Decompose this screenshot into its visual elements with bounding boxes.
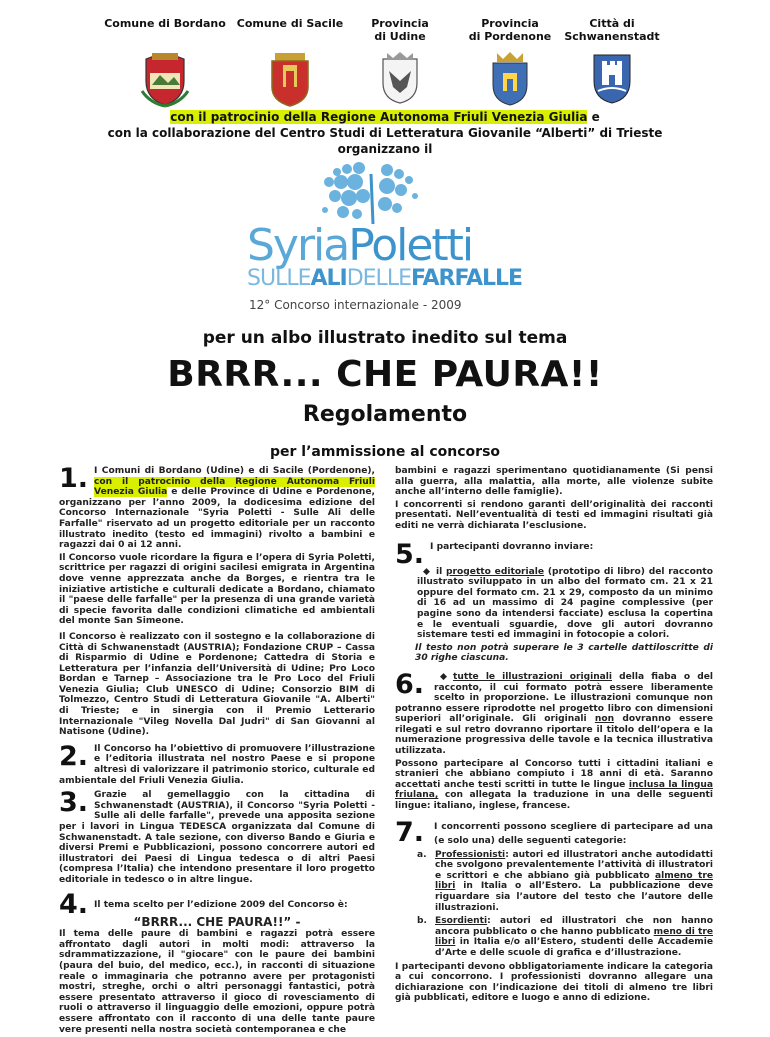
intro-line-1-tail: e [587, 110, 600, 124]
section-1-lead: I Comuni di Bordano (Udine) e di Sacile (Pordenone), [94, 466, 375, 476]
left-column [59, 463, 375, 1037]
pordenone-crest-icon [489, 51, 531, 107]
section-5-pre: il [436, 566, 447, 577]
logo-first-name: Syria [247, 220, 349, 271]
logo-sub-4: FARFALLE [410, 266, 523, 291]
intro-line-1 [0, 109, 770, 125]
theme-title: BRRR... CHE PAURA!! [167, 354, 603, 395]
regulation-title: Regolamento [302, 402, 468, 427]
section-5-note: Il testo non potrà superare le 3 cartelle dattiloscritte di 30 righe ciascuna. [415, 642, 713, 664]
category-a-title: Professionisti [435, 849, 506, 860]
diamond-bullet-icon: ◆ [440, 671, 448, 682]
category-b-text-2: in Italia e/o all’Estero, studenti delle Accademie d’Arte e delle scuole di grafica e d’illustrazione. [435, 937, 713, 958]
logo-sub-2: ALI [310, 266, 347, 291]
section-number: 2. [59, 740, 89, 772]
sacile-crest-icon [269, 51, 311, 107]
section-3 [59, 787, 375, 885]
patrons-header [100, 17, 670, 111]
section-1-p3: Il Concorso è realizzato con il sostegno e la collaborazione di Città di Schwanenstadt (AUSTRIA); Fondazione CRUP – Cassa di Risparmio di Udine e Pordenone; Cattedra di Storia e Letteratura per l’infanzia dell’Università di Udine; Pro Loco Bordan e Tarnep – Associazione tra le Pro Loco del Friuli Venezia Giulia; Club UNESCO di Udine; Consorzio BIM di Tolmezzo, Centro Studi di Letteratura Giovanile "A. Alberti" di Trieste; e in sinergia con il Premio Letterario Internazionale "Vileg Novella Dal Judri" di San Giovanni al Natisone (Udine). [59, 631, 375, 738]
section-7-end: I partecipanti devono obbligatoriamente indicare la categoria a cui concorrono. I professionisti dovranno allegare una dichiarazione con l’indicazione dei titoli di almeno tre libri già pubblicati, editore e luogo e anno di edizione. [395, 961, 713, 1004]
category-a-underlined: almeno tre libri [435, 870, 713, 892]
category-a [417, 850, 713, 914]
regulation-subtitle: per l’ammissione al concorso [269, 444, 501, 460]
section-number: 4. [59, 888, 89, 920]
patron-schwanenstadt [562, 17, 662, 108]
patron-sacile [235, 17, 345, 110]
patronage-highlight: con il patrocinio della Regione Autonoma Friuli Venezia Giulia [170, 110, 588, 124]
category-b-title: Esordienti [435, 916, 488, 927]
section-5-underlined: progetto editoriale [446, 566, 545, 577]
section-6 [395, 668, 713, 757]
section-1-text: e delle Province di Udine e Pordenone, organizzano per l’anno 2009, la dodicesima edizione del Concorso Internazionale "Syria Poletti - Sulle Ali delle Farfalle" riservato ad un progetto editoriale per un racconto illustrato inedito (testo ed immagini) rivolto a bambini e ragazzi dai 0 ai 12 anni. [59, 487, 375, 551]
section-7 [395, 816, 713, 848]
section-4-text: Il tema scelto per l’edizione 2009 del Concorso è: [94, 899, 348, 910]
right-p2: I concorrenti si rendono garanti dell’originalità dei racconti presentati. Nell’eventualità di testi ed immagini risultati già editi ne verrà dichiarata l’esclusione. [395, 499, 713, 531]
section-5 [395, 538, 713, 570]
category-a-label: a. [417, 849, 427, 860]
category-a-text [435, 850, 713, 914]
section-6-p2a: Possono partecipare al Concorso tutti i cittadini italiani e stranieri che abbiano compiuto i 18 anni di età. Saranno accettati anche testi scritti in tutte le lingue [395, 758, 713, 790]
section-6-p2b: con allegata la traduzione in una delle seguenti lingue: italiano, inglese, francese. [395, 790, 713, 812]
logo-sub-1: SULLE [247, 266, 311, 291]
diamond-bullet-icon: ◆ [423, 566, 430, 577]
section-number: 7. [395, 816, 425, 848]
logo-title [247, 220, 473, 271]
intro-line-2: con la collaborazione del Centro Studi di Letteratura Giovanile “Alberti” di Trieste [107, 126, 663, 140]
category-b-label: b. [417, 916, 427, 927]
category-b-underlined: meno di tre libri [435, 926, 713, 948]
tagline: per un albo illustrato inedito sul tema [202, 328, 568, 348]
section-2-text: Il Concorso ha l’obiettivo di promuovere l’illustrazione e l’editoria illustrata nel nostro Paese e si propone altresì di valorizzare il patrimonio storico, culturale ed ambientale del Friuli Venezia Giulia. [59, 743, 375, 786]
section-1 [59, 463, 375, 551]
patron-udine [350, 17, 450, 108]
section-5-text: (prototipo di libro) del racconto illustrato sviluppato in un albo del formato cm. 21 x 21 oppure del formato cm. 21 x 29, composto da un minimo di 16 ad un massimo di 24 pagine complessive (per pagine sono da intendersi facciate) esclusa la copertina e le eventuali sguardie, dove gli autori dovranno sistemare testi ed immagini in fotocopie a colori. [417, 566, 713, 641]
category-a-text-1: : autori ed illustratori anche autodidatti che svolgono prevalentemente l’attività di illustratori e scrittori e che abbiano già pubblicato [435, 849, 713, 881]
patron-name: Comune di Sacile [236, 17, 344, 30]
section-3-text: Grazie al gemellaggio con la cittadina di Schwanenstadt (AUSTRIA), il Concorso "Syria Poletti - Sulle ali delle farfalle", prevede una apposita sezione per i lavori in Lingua TEDESCA organizzata dal Comune di Schwanenstadt. A tale sezione, con diverso Bando e Giuria e diversi Premi e Pubblicazioni, possono concorrere autori ed illustratori dei Paesi di Lingua tedesca o di altri Paesi (compresa l’Italia) che intendono presentare il loro progetto editoriale in tedesco o in altre lingue. [59, 790, 375, 885]
logo-last-name: Poletti [348, 220, 473, 271]
patron-name: Provincia di Udine [371, 17, 429, 43]
patron-bordano [100, 17, 230, 110]
section-1-highlight: con il patrocinio della Regione Autonoma Friuli Venezia Giulia [94, 476, 375, 498]
section-4-p2: Il tema delle paure di bambini e ragazzi potrà essere affrontato dagli autori in molti modi: attraverso la sdrammatizzazione, il "giocare" con le paure dei bambini (paura del buio, del medico, ecc.), in racconti di situazione reale o immaginaria che potranno avere per protagonisti mostri, streghe, orchi o altri personaggi fantastici, potrà essere presentato attraverso il gioco di rovesciamento di ruoli o attraverso il linguaggio delle emozioni, oppure potrà essere affrontato con il racconto di una delle tante paure vere presenti nella nostra società contemporanea e che [59, 929, 375, 1035]
section-6-underlined: tutte le illustrazioni originali [453, 671, 613, 682]
patron-pordenone [460, 17, 560, 110]
section-5-lead: I partecipanti dovranno inviare: [430, 541, 594, 552]
udine-crest-icon [379, 51, 421, 105]
section-number: 1. [59, 463, 89, 494]
section-6-text: della fiaba o del racconto, il cui formato potrà essere liberamente scelto in proporzione. Le illustrazioni comunque non potranno essere riprodotte nel progetto libro con dimensioni superiori all’originale. Gli originali [395, 671, 713, 725]
category-a-text-2: in Italia o all’Estero. La pubblicazione deve riguardare sia l’autore del testo che l’autore delle illustrazioni. [435, 881, 713, 913]
section-number: 3. [59, 787, 89, 819]
bordano-crest-icon [140, 51, 190, 107]
logo-subtitle [247, 268, 522, 290]
section-7-lead: I concorrenti possono scegliere di partecipare ad una (e solo una) delle seguenti categorie: [434, 821, 713, 846]
patron-name: Città di Schwanenstadt [564, 17, 660, 43]
patron-name: Provincia di Pordenone [468, 17, 552, 43]
section-6-underlined-2: non [594, 714, 615, 725]
section-number: 5. [395, 538, 425, 570]
section-2 [59, 740, 375, 786]
right-p1: bambini e ragazzi sperimentano quotidianamente (Si pensi alla guerra, alla malattia, alla morte, alle violenze subite anche all’interno delle famiglie). [395, 466, 713, 498]
logo-sub-3: DELLE [346, 266, 411, 291]
logo-edition: 12° Concorso internazionale - 2009 [249, 298, 462, 312]
category-b-text [435, 916, 713, 958]
section-number: 6. [395, 668, 425, 700]
right-column [395, 466, 713, 1006]
schwanenstadt-crest-icon [590, 51, 634, 105]
intro-line-3: organizzano il [337, 142, 433, 156]
intro-block [0, 109, 770, 157]
contest-logo [247, 160, 529, 320]
section-6-p2 [395, 759, 713, 812]
section-4-theme: “BRRR... CHE PAURA!!” - [133, 914, 301, 929]
section-5-item [395, 567, 713, 641]
section-6-text-2: dovranno essere rilegati e sul retro dovranno riportare il titolo dell’opera e la numerazione progressiva delle tavole e la tecnica illustrativa utilizzata. [395, 714, 713, 757]
section-4 [59, 888, 375, 920]
patron-name: Comune di Bordano [104, 17, 226, 30]
category-b [417, 916, 713, 958]
category-b-text-1: : autori ed illustratori che non hanno ancora pubblicato o che hanno pubblicato [435, 916, 713, 937]
section-6-p2-underlined: inclusa la lingua friulana, [395, 779, 713, 801]
section-1-p2: Il Concorso vuole ricordare la figura e l’opera di Syria Poletti, scrittrice per ragazzi di origini sacilesi emigrata in Argentina dove venne apprezzata anche da Borges, e rientra tra le iniziative artistiche e culturali dedicate a Bordano, chiamato il "paese delle farfalle" per la presenza di una grande varietà di specie favorita dalle condizioni climatiche ed ambientali del monte San Simeone. [59, 552, 375, 627]
